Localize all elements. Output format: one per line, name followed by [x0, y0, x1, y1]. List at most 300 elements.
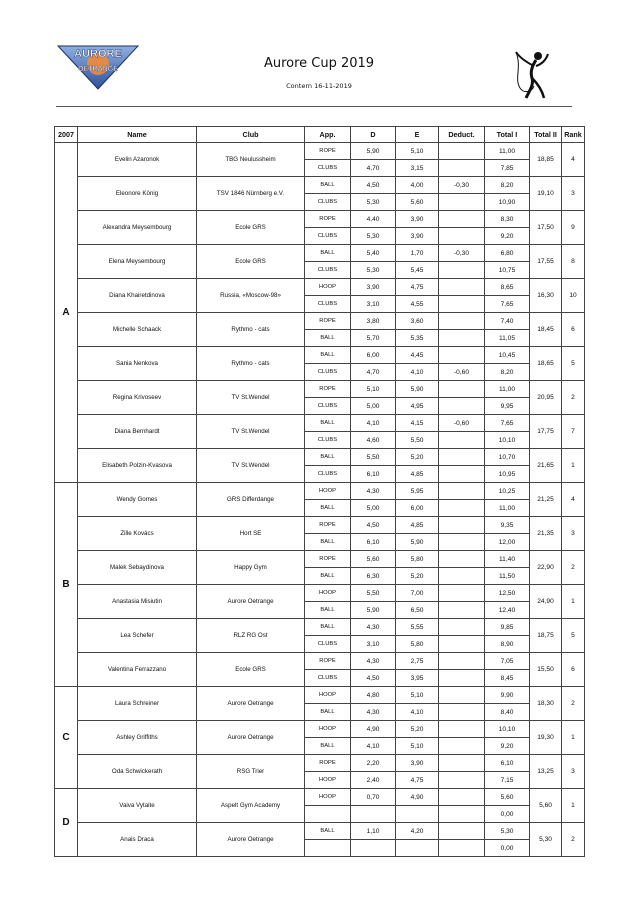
- apparatus: CLUBS: [305, 364, 351, 381]
- rank: 2: [562, 823, 585, 857]
- athlete-name: Anais Draca: [78, 823, 197, 857]
- total-i: 6,80: [485, 245, 530, 262]
- deduction: -0,30: [439, 245, 485, 262]
- rank: 3: [562, 517, 585, 551]
- deduction: [439, 806, 485, 823]
- rank: 3: [562, 177, 585, 211]
- total-ii: 18,45: [530, 313, 562, 347]
- logo-text-bottom: OETRANGE: [78, 66, 118, 73]
- column-header: E: [396, 127, 439, 143]
- total-i: 10,10: [485, 721, 530, 738]
- apparatus: ROPE: [305, 143, 351, 160]
- table-row: [55, 347, 585, 364]
- total-i: 8,20: [485, 364, 530, 381]
- score-d: 6,00: [351, 347, 396, 364]
- athlete-club: Rythmo - cats: [197, 347, 305, 381]
- score-d: 4,50: [351, 517, 396, 534]
- athlete-club: Aurore Oetrange: [197, 823, 305, 857]
- score-e: 4,85: [396, 517, 439, 534]
- total-ii: 20,95: [530, 381, 562, 415]
- score-e: 4,20: [396, 823, 439, 840]
- apparatus: BALL: [305, 534, 351, 551]
- rank: 1: [562, 721, 585, 755]
- athlete-club: TV St.Wendel: [197, 415, 305, 449]
- athlete-club: RLZ RG Ost: [197, 619, 305, 653]
- athlete-name: Regina Krivoseev: [78, 381, 197, 415]
- score-d: 4,70: [351, 364, 396, 381]
- deduction: [439, 279, 485, 296]
- table-row: [55, 177, 585, 194]
- total-ii: 13,25: [530, 755, 562, 789]
- deduction: [439, 211, 485, 228]
- score-d: [351, 840, 396, 857]
- table-row: [55, 211, 585, 228]
- apparatus: BALL: [305, 500, 351, 517]
- score-e: 3,90: [396, 755, 439, 772]
- total-i: 7,65: [485, 296, 530, 313]
- table-row: [55, 687, 585, 704]
- score-e: 3,15: [396, 160, 439, 177]
- score-e: 5,35: [396, 330, 439, 347]
- total-ii: 21,35: [530, 517, 562, 551]
- total-ii: 21,25: [530, 483, 562, 517]
- score-d: 3,10: [351, 636, 396, 653]
- logo-text-top: AURORE: [74, 48, 122, 60]
- total-i: 11,40: [485, 551, 530, 568]
- score-d: 4,30: [351, 619, 396, 636]
- score-e: 4,00: [396, 177, 439, 194]
- score-d: 4,30: [351, 653, 396, 670]
- score-e: 4,75: [396, 279, 439, 296]
- score-d: [351, 806, 396, 823]
- rank: 9: [562, 211, 585, 245]
- apparatus: BALL: [305, 704, 351, 721]
- apparatus: ROPE: [305, 551, 351, 568]
- group-label: B: [55, 483, 78, 687]
- total-i: 7,40: [485, 313, 530, 330]
- score-e: 7,00: [396, 585, 439, 602]
- score-e: 5,45: [396, 262, 439, 279]
- total-i: 5,30: [485, 823, 530, 840]
- score-d: 4,60: [351, 432, 396, 449]
- score-d: 5,50: [351, 449, 396, 466]
- athlete-club: Aurore Oetrange: [197, 687, 305, 721]
- table-row: [55, 313, 585, 330]
- deduction: [439, 636, 485, 653]
- deduction: [439, 330, 485, 347]
- total-i: 11,00: [485, 500, 530, 517]
- total-i: 10,95: [485, 466, 530, 483]
- score-e: 4,95: [396, 398, 439, 415]
- apparatus: ROPE: [305, 211, 351, 228]
- column-header: Deduct.: [439, 127, 485, 143]
- score-d: 4,40: [351, 211, 396, 228]
- deduction: [439, 143, 485, 160]
- apparatus: CLUBS: [305, 296, 351, 313]
- athlete-name: Evelin Azaronok: [78, 143, 197, 177]
- score-d: 2,20: [351, 755, 396, 772]
- apparatus: BALL: [305, 823, 351, 840]
- total-ii: 5,60: [530, 789, 562, 823]
- athlete-club: TV St.Wendel: [197, 449, 305, 483]
- table-row: [55, 585, 585, 602]
- athlete-club: Ecole GRS: [197, 211, 305, 245]
- total-i: 10,10: [485, 432, 530, 449]
- score-e: 4,45: [396, 347, 439, 364]
- score-d: 5,40: [351, 245, 396, 262]
- rank: 1: [562, 585, 585, 619]
- score-e: 4,10: [396, 704, 439, 721]
- total-i: 0,00: [485, 806, 530, 823]
- score-e: 5,10: [396, 687, 439, 704]
- apparatus: [305, 806, 351, 823]
- deduction: -0,60: [439, 364, 485, 381]
- score-d: 6,10: [351, 466, 396, 483]
- apparatus: CLUBS: [305, 466, 351, 483]
- apparatus: BALL: [305, 415, 351, 432]
- total-i: 8,30: [485, 211, 530, 228]
- score-e: 4,75: [396, 772, 439, 789]
- score-d: 0,70: [351, 789, 396, 806]
- score-d: 5,70: [351, 330, 396, 347]
- total-i: 9,85: [485, 619, 530, 636]
- table-row: [55, 755, 585, 772]
- score-d: 4,80: [351, 687, 396, 704]
- athlete-club: RSG Trier: [197, 755, 305, 789]
- column-header: Club: [197, 127, 305, 143]
- rank: 4: [562, 143, 585, 177]
- total-i: 10,90: [485, 194, 530, 211]
- athlete-name: Zille Kovács: [78, 517, 197, 551]
- table-row: [55, 789, 585, 806]
- total-i: 7,15: [485, 772, 530, 789]
- score-e: [396, 806, 439, 823]
- page-title: Aurore Cup 2019: [263, 56, 375, 71]
- total-i: 10,45: [485, 347, 530, 364]
- athlete-name: Valentina Ferrazzano: [78, 653, 197, 687]
- rank: 5: [562, 347, 585, 381]
- header-divider: [56, 106, 572, 107]
- athlete-name: Sania Nenkova: [78, 347, 197, 381]
- score-d: 4,30: [351, 483, 396, 500]
- results-table: [54, 126, 585, 857]
- total-ii: 15,50: [530, 653, 562, 687]
- deduction: [439, 823, 485, 840]
- apparatus: ROPE: [305, 517, 351, 534]
- total-i: 11,00: [485, 143, 530, 160]
- score-d: 4,10: [351, 415, 396, 432]
- score-e: 5,90: [396, 534, 439, 551]
- apparatus: HOOP: [305, 687, 351, 704]
- total-i: 8,90: [485, 636, 530, 653]
- deduction: [439, 160, 485, 177]
- apparatus: CLUBS: [305, 228, 351, 245]
- score-d: 5,00: [351, 398, 396, 415]
- deduction: [439, 449, 485, 466]
- total-i: 12,40: [485, 602, 530, 619]
- score-e: 3,95: [396, 670, 439, 687]
- athlete-club: Hort SE: [197, 517, 305, 551]
- total-i: 8,20: [485, 177, 530, 194]
- apparatus: CLUBS: [305, 262, 351, 279]
- deduction: [439, 585, 485, 602]
- score-e: 5,95: [396, 483, 439, 500]
- total-i: 10,70: [485, 449, 530, 466]
- total-ii: 16,30: [530, 279, 562, 313]
- score-d: 5,90: [351, 143, 396, 160]
- apparatus: CLUBS: [305, 636, 351, 653]
- total-i: 11,05: [485, 330, 530, 347]
- score-e: 5,80: [396, 636, 439, 653]
- score-d: 5,30: [351, 194, 396, 211]
- table-row: [55, 245, 585, 262]
- rank: 7: [562, 415, 585, 449]
- athlete-name: Laura Schreiner: [78, 687, 197, 721]
- score-d: 3,10: [351, 296, 396, 313]
- page-subtitle: Contern 16-11-2019: [286, 82, 352, 90]
- apparatus: HOOP: [305, 721, 351, 738]
- total-ii: 18,65: [530, 347, 562, 381]
- total-ii: 19,10: [530, 177, 562, 211]
- score-d: 4,90: [351, 721, 396, 738]
- rank: 2: [562, 381, 585, 415]
- deduction: [439, 551, 485, 568]
- total-i: 9,95: [485, 398, 530, 415]
- athlete-name: Ashley Griffiths: [78, 721, 197, 755]
- score-d: 5,60: [351, 551, 396, 568]
- table-row: [55, 415, 585, 432]
- total-i: 11,50: [485, 568, 530, 585]
- athlete-name: Elisabeth Polzin-Kvasova: [78, 449, 197, 483]
- score-d: 6,10: [351, 534, 396, 551]
- athlete-name: Lea Schefer: [78, 619, 197, 653]
- score-e: [396, 840, 439, 857]
- column-header: D: [351, 127, 396, 143]
- total-i: 7,65: [485, 415, 530, 432]
- deduction: [439, 194, 485, 211]
- deduction: [439, 721, 485, 738]
- group-label: A: [55, 143, 78, 483]
- athlete-club: Happy Gym: [197, 551, 305, 585]
- apparatus: [305, 840, 351, 857]
- rank: 6: [562, 653, 585, 687]
- athlete-club: GRS Differdange: [197, 483, 305, 517]
- gymnast-icon: [512, 48, 552, 100]
- athlete-club: TSV 1846 Nürnberg e.V.: [197, 177, 305, 211]
- score-e: 4,15: [396, 415, 439, 432]
- athlete-name: Alexandra Meysembourg: [78, 211, 197, 245]
- table-row: [55, 653, 585, 670]
- score-d: 5,50: [351, 585, 396, 602]
- total-ii: 17,50: [530, 211, 562, 245]
- athlete-club: Aurore Oetrange: [197, 585, 305, 619]
- total-i: 7,05: [485, 653, 530, 670]
- apparatus: CLUBS: [305, 432, 351, 449]
- deduction: [439, 296, 485, 313]
- score-d: 6,30: [351, 568, 396, 585]
- total-ii: 21,65: [530, 449, 562, 483]
- score-e: 5,80: [396, 551, 439, 568]
- apparatus: ROPE: [305, 653, 351, 670]
- athlete-name: Elena Meysembourg: [78, 245, 197, 279]
- table-row: [55, 619, 585, 636]
- score-e: 5,60: [396, 194, 439, 211]
- rank: 2: [562, 687, 585, 721]
- apparatus: BALL: [305, 330, 351, 347]
- score-d: 4,50: [351, 670, 396, 687]
- rank: 3: [562, 755, 585, 789]
- total-i: 6,10: [485, 755, 530, 772]
- apparatus: BALL: [305, 245, 351, 262]
- score-d: 4,70: [351, 160, 396, 177]
- deduction: [439, 500, 485, 517]
- score-d: 5,30: [351, 262, 396, 279]
- score-e: 5,10: [396, 738, 439, 755]
- total-i: 9,20: [485, 228, 530, 245]
- athlete-name: Diana Khairetdinova: [78, 279, 197, 313]
- score-e: 1,70: [396, 245, 439, 262]
- deduction: [439, 840, 485, 857]
- deduction: [439, 262, 485, 279]
- score-e: 4,85: [396, 466, 439, 483]
- total-i: 5,60: [485, 789, 530, 806]
- table-header-row: [55, 127, 585, 143]
- apparatus: BALL: [305, 602, 351, 619]
- athlete-name: Diana Bernhardt: [78, 415, 197, 449]
- score-d: 4,30: [351, 704, 396, 721]
- deduction: [439, 534, 485, 551]
- apparatus: ROPE: [305, 381, 351, 398]
- table-row: [55, 517, 585, 534]
- table-row: [55, 279, 585, 296]
- total-i: 12,50: [485, 585, 530, 602]
- score-d: 4,10: [351, 738, 396, 755]
- table-row: [55, 483, 585, 500]
- total-ii: 18,85: [530, 143, 562, 177]
- total-ii: 17,55: [530, 245, 562, 279]
- total-i: 10,75: [485, 262, 530, 279]
- total-ii: 24,90: [530, 585, 562, 619]
- athlete-club: Ecole GRS: [197, 653, 305, 687]
- athlete-club: Aspelt Gym Academy: [197, 789, 305, 823]
- athlete-club: Russia, «Moscow-98»: [197, 279, 305, 313]
- table-row: [55, 143, 585, 160]
- table-row: [55, 449, 585, 466]
- total-i: 9,90: [485, 687, 530, 704]
- athlete-name: Oda Schwickerath: [78, 755, 197, 789]
- apparatus: CLUBS: [305, 194, 351, 211]
- rank: 4: [562, 483, 585, 517]
- table-row: [55, 721, 585, 738]
- deduction: [439, 704, 485, 721]
- score-e: 5,55: [396, 619, 439, 636]
- apparatus: BALL: [305, 347, 351, 364]
- athlete-club: Aurore Oetrange: [197, 721, 305, 755]
- total-i: 7,85: [485, 160, 530, 177]
- apparatus: HOOP: [305, 483, 351, 500]
- apparatus: HOOP: [305, 279, 351, 296]
- deduction: [439, 398, 485, 415]
- score-d: 5,30: [351, 228, 396, 245]
- apparatus: ROPE: [305, 755, 351, 772]
- rank: 8: [562, 245, 585, 279]
- deduction: [439, 738, 485, 755]
- apparatus: ROPE: [305, 313, 351, 330]
- score-d: 3,90: [351, 279, 396, 296]
- table-row: [55, 823, 585, 840]
- score-e: 2,75: [396, 653, 439, 670]
- rank: 6: [562, 313, 585, 347]
- score-e: 4,90: [396, 789, 439, 806]
- apparatus: CLUBS: [305, 398, 351, 415]
- athlete-club: TV St.Wendel: [197, 381, 305, 415]
- column-header: App.: [305, 127, 351, 143]
- score-e: 5,50: [396, 432, 439, 449]
- apparatus: HOOP: [305, 585, 351, 602]
- score-d: 5,90: [351, 602, 396, 619]
- column-header: 2007: [55, 127, 78, 143]
- deduction: [439, 772, 485, 789]
- score-e: 5,20: [396, 568, 439, 585]
- deduction: -0,30: [439, 177, 485, 194]
- deduction: [439, 568, 485, 585]
- table-row: [55, 551, 585, 568]
- deduction: [439, 670, 485, 687]
- deduction: [439, 228, 485, 245]
- deduction: [439, 313, 485, 330]
- deduction: [439, 432, 485, 449]
- deduction: [439, 619, 485, 636]
- deduction: [439, 687, 485, 704]
- score-e: 5,10: [396, 143, 439, 160]
- total-ii: 19,30: [530, 721, 562, 755]
- apparatus: BALL: [305, 738, 351, 755]
- total-i: 0,00: [485, 840, 530, 857]
- athlete-name: Malek Sebaydinova: [78, 551, 197, 585]
- score-e: 3,90: [396, 228, 439, 245]
- athlete-name: Eleonore König: [78, 177, 197, 211]
- apparatus: CLUBS: [305, 160, 351, 177]
- total-i: 10,25: [485, 483, 530, 500]
- total-i: 9,35: [485, 517, 530, 534]
- column-header: Total II: [530, 127, 562, 143]
- table-row: [55, 381, 585, 398]
- column-header: Name: [78, 127, 197, 143]
- score-d: 4,50: [351, 177, 396, 194]
- rank: 1: [562, 449, 585, 483]
- deduction: [439, 483, 485, 500]
- score-e: 6,00: [396, 500, 439, 517]
- deduction: [439, 602, 485, 619]
- athlete-name: Wendy Gomes: [78, 483, 197, 517]
- column-header: Total I: [485, 127, 530, 143]
- rank: 1: [562, 789, 585, 823]
- score-e: 5,90: [396, 381, 439, 398]
- total-ii: 18,75: [530, 619, 562, 653]
- deduction: -0,60: [439, 415, 485, 432]
- rank: 5: [562, 619, 585, 653]
- total-i: 9,20: [485, 738, 530, 755]
- deduction: [439, 466, 485, 483]
- athlete-club: Ecole GRS: [197, 245, 305, 279]
- score-e: 5,20: [396, 721, 439, 738]
- score-e: 4,10: [396, 364, 439, 381]
- rank: 2: [562, 551, 585, 585]
- column-header: Rank: [562, 127, 585, 143]
- total-i: 8,65: [485, 279, 530, 296]
- group-label: C: [55, 687, 78, 789]
- group-label: D: [55, 789, 78, 857]
